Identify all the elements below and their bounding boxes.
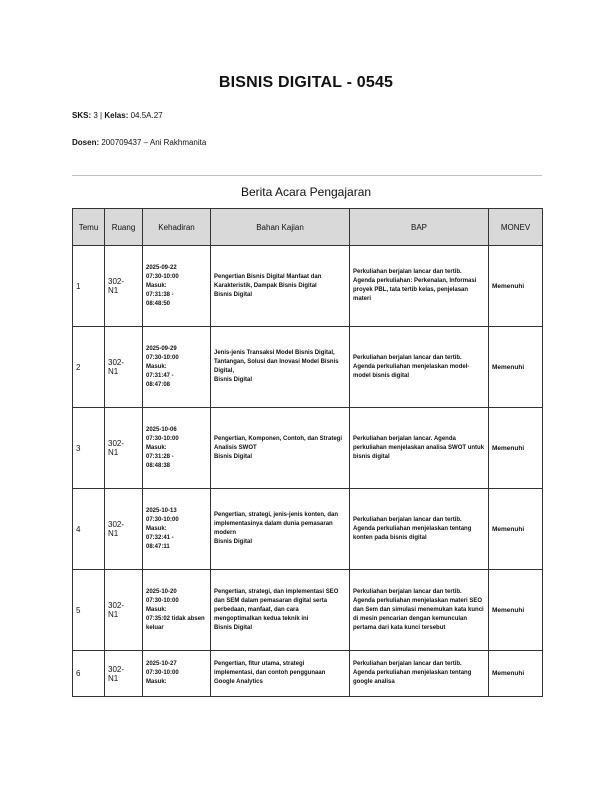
table-row — [73, 489, 543, 570]
header-bap: BAP — [350, 209, 489, 246]
cell-bahan-kajian: Pengertian, strategi, dan implementasi SEO dan SEM dalam pemasaran digital serta perbedaan, manfaat, dan cara mengoptimalkan kedua teknik ini Bisnis Digital — [211, 570, 350, 651]
cell-monev: Memenuhi — [489, 327, 543, 408]
cell-temu: 1 — [73, 246, 105, 327]
course-title: BISNIS DIGITAL - 0545 — [218, 74, 394, 91]
table-row — [73, 651, 543, 697]
cell-ruang: 302- N1 — [105, 327, 143, 408]
header-kehadiran: Kehadiran — [143, 209, 211, 246]
cell-bap: Perkuliahan berjalan lancar dan tertib. Agenda perkuliahan menjelaskan model-model bisnis digital — [350, 327, 489, 408]
cell-ruang: 302- N1 — [105, 570, 143, 651]
divider — [72, 175, 542, 176]
info-separator: | — [100, 111, 103, 120]
header-monev: MONEV — [489, 209, 543, 246]
course-info — [72, 111, 163, 120]
table-row — [73, 246, 543, 327]
cell-kehadiran: 2025-10-06 07:30-10:00 Masuk: 07:31:28 - 08:48:38 — [143, 408, 211, 489]
cell-bahan-kajian: Jenis-jenis Transaksi Model Bisnis Digital, Tantangan, Solusi dan Inovasi Model Bisnis Digital, Bisnis Digital — [211, 327, 350, 408]
cell-kehadiran: 2025-09-29 07:30-10:00 Masuk: 07:31:47 - 08:47:08 — [143, 327, 211, 408]
cell-temu: 2 — [73, 327, 105, 408]
cell-bahan-kajian: Pengertian Bisnis Digital Manfaat dan Karakteristik, Dampak Bisnis Digital Bisnis Digital — [211, 246, 350, 327]
kelas-label: Kelas: — [104, 111, 129, 120]
section-title: Berita Acara Pengajaran — [240, 185, 372, 199]
table-row — [73, 327, 543, 408]
table-row — [73, 570, 543, 651]
cell-temu: 5 — [73, 570, 105, 651]
cell-kehadiran: 2025-09-22 07:30-10:00 Masuk: 07:31:38 - 08:48:50 — [143, 246, 211, 327]
cell-bahan-kajian: Pengertian, strategi, jenis-jenis konten, dan implementasinya dalam dunia pemasaran modern Bisnis Digital — [211, 489, 350, 570]
header-ruang: Ruang — [105, 209, 143, 246]
sks-value: 3 — [93, 111, 98, 120]
cell-monev: Memenuhi — [489, 408, 543, 489]
cell-monev: Memenuhi — [489, 570, 543, 651]
table-header-row — [73, 209, 543, 246]
cell-ruang: 302- N1 — [105, 246, 143, 327]
cell-monev: Memenuhi — [489, 651, 543, 697]
cell-temu: 6 — [73, 651, 105, 697]
cell-kehadiran: 2025-10-13 07:30-10:00 Masuk: 07:32:41 - 08:47:11 — [143, 489, 211, 570]
table-row — [73, 408, 543, 489]
cell-bap: Perkuliahan berjalan lancar dan tertib. Agenda perkuliahan: Perkenalan, Informasi proyek PBL, tata tertib kelas, penjelasan materi — [350, 246, 489, 327]
cell-ruang: 302- N1 — [105, 489, 143, 570]
dosen-value: 200709437 – Ani Rakhmanita — [101, 138, 207, 147]
cell-temu: 4 — [73, 489, 105, 570]
cell-bap: Perkuliahan berjalan lancar. Agenda perkuliahan menjelaskan analisa SWOT untuk bisnis digital — [350, 408, 489, 489]
lecturer-info — [72, 138, 206, 147]
cell-kehadiran: 2025-10-27 07:30-10:00 Masuk: — [143, 651, 211, 697]
dosen-label: Dosen: — [72, 138, 100, 147]
header-temu: Temu — [73, 209, 105, 246]
cell-bahan-kajian: Pengertian, Komponen, Contoh, dan Strategi Analisis SWOT Bisnis Digital — [211, 408, 350, 489]
sks-label: SKS: — [72, 111, 92, 120]
cell-ruang: 302- N1 — [105, 651, 143, 697]
cell-bap: Perkuliahan berjalan lancar dan tertib. Agenda perkuliahan menjelaskan tentang konten pada bisnis digital — [350, 489, 489, 570]
cell-monev: Memenuhi — [489, 246, 543, 327]
cell-bap: Perkuliahan berjalan lancar dan tertib. Agenda perkuliahan menjelaskan tentang google analisa — [350, 651, 489, 697]
kelas-value: 04.5A.27 — [130, 111, 163, 120]
cell-ruang: 302- N1 — [105, 408, 143, 489]
cell-kehadiran: 2025-10-20 07:30-10:00 Masuk: 07:35:02 tidak absen keluar — [143, 570, 211, 651]
teaching-report-table — [72, 208, 543, 697]
cell-temu: 3 — [73, 408, 105, 489]
cell-bahan-kajian: Pengertian, fitur utama, strategi implementasi, dan contoh penggunaan Google Analytics — [211, 651, 350, 697]
header-bahan-kajian: Bahan Kajian — [211, 209, 350, 246]
cell-bap: Perkuliahan berjalan lancar dan tertib. Agenda perkuliahan menjelaskan materi SEO dan Sem dan simulasi menemukan kata kunci di mesin pencarian dengan kemunculan pertama dari kata kunci tersebut — [350, 570, 489, 651]
cell-monev: Memenuhi — [489, 489, 543, 570]
